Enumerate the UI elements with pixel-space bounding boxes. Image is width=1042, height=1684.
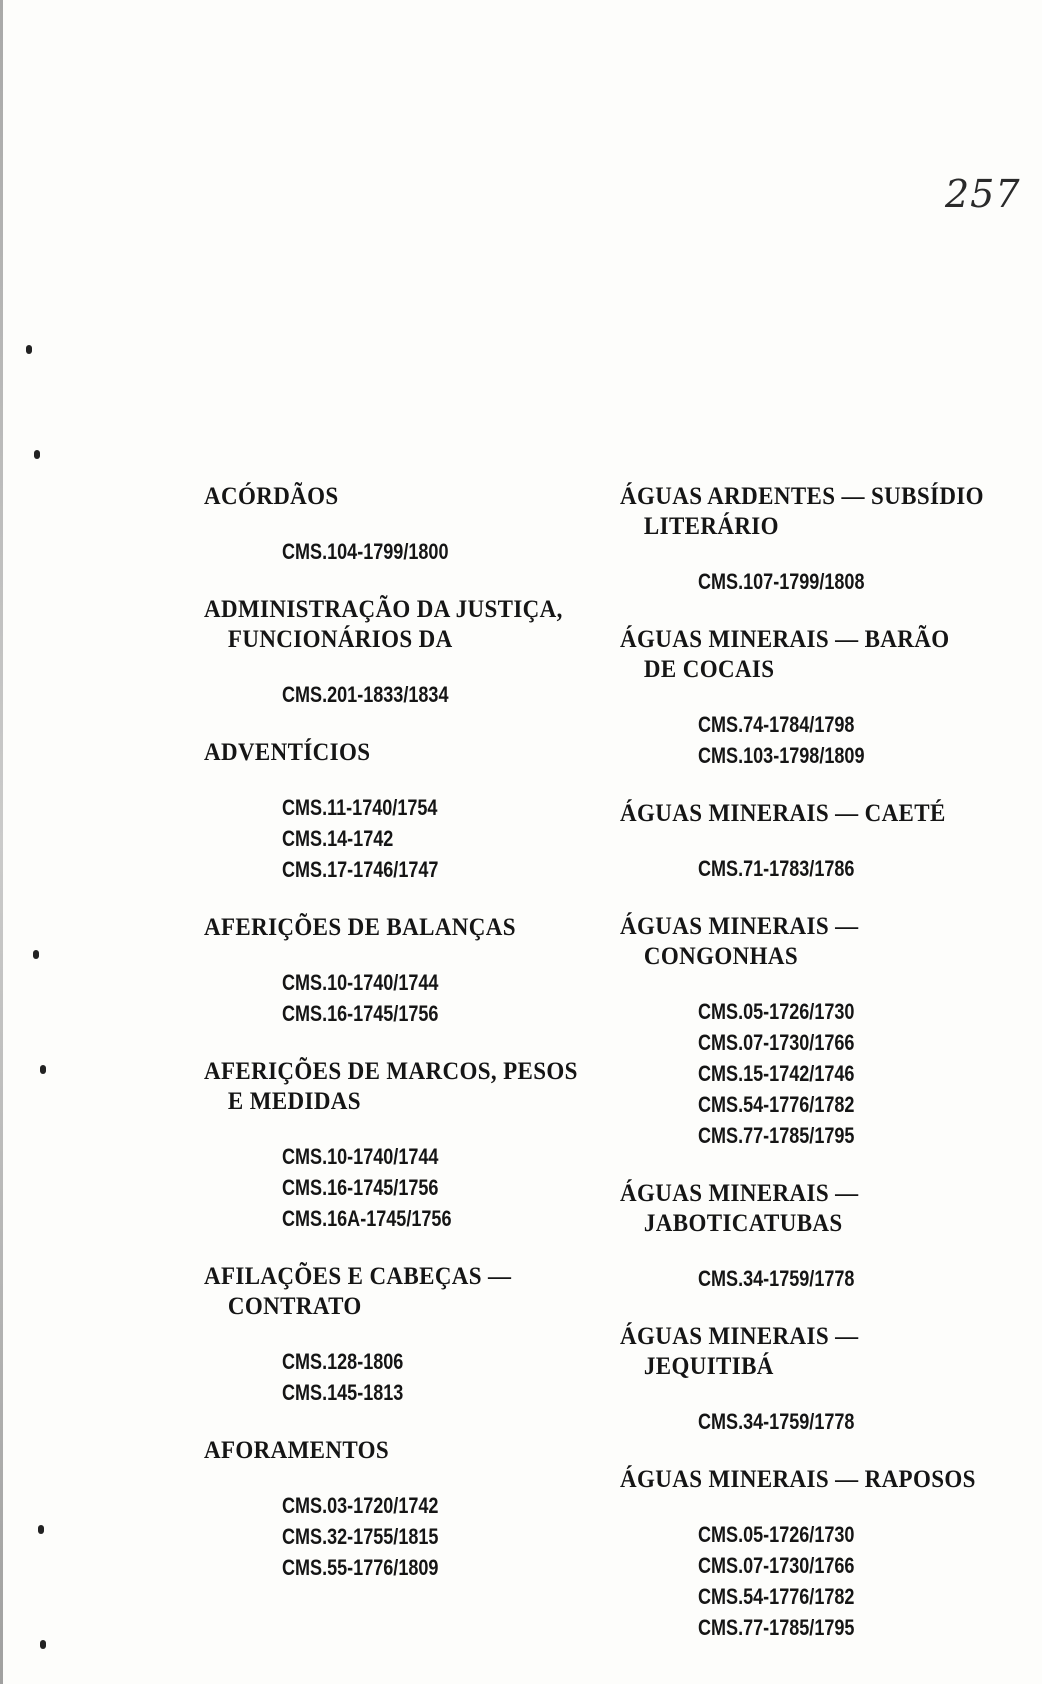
index-entry <box>620 1465 1040 1643</box>
heading-line: JEQUITIBÁ <box>643 1353 774 1380</box>
call-number: CMS.10-1740/1744 <box>282 1144 439 1169</box>
index-entry <box>620 912 1040 1151</box>
index-entry <box>204 1436 624 1583</box>
margin-speck <box>40 1065 46 1074</box>
call-number: CMS.103-1798/1809 <box>698 743 865 768</box>
index-entry <box>620 799 1040 884</box>
call-number: CMS.54-1776/1782 <box>698 1092 855 1117</box>
index-entry <box>204 1057 624 1234</box>
entry-heading <box>204 913 590 943</box>
heading-line: AFORAMENTOS <box>204 1437 390 1464</box>
entry-codes <box>698 1406 978 1437</box>
entry-heading <box>204 1436 590 1466</box>
heading-line: ÁGUAS MINERAIS — <box>620 1180 859 1207</box>
entry-codes <box>282 1141 562 1234</box>
call-number: CMS.77-1785/1795 <box>698 1123 855 1148</box>
heading-line: CONGONHAS <box>643 943 799 970</box>
margin-speck <box>33 950 39 959</box>
heading-line: ADVENTÍCIOS <box>204 739 371 766</box>
call-number: CMS.05-1726/1730 <box>698 1522 855 1547</box>
heading-line: ÁGUAS MINERAIS — <box>620 1323 859 1350</box>
entry-codes <box>698 709 978 771</box>
entry-heading <box>204 595 590 655</box>
entry-codes <box>282 536 562 567</box>
index-column-left <box>204 482 624 1611</box>
page-edge-shadow <box>0 0 3 1684</box>
call-number: CMS.07-1730/1766 <box>698 1553 855 1578</box>
entry-heading <box>620 1322 1006 1382</box>
entry-codes <box>698 1263 978 1294</box>
entry-codes <box>698 566 978 597</box>
handwritten-page-number: 257 <box>945 172 1021 216</box>
heading-line: ÁGUAS ARDENTES — SUBSÍDIO <box>620 483 984 510</box>
call-number: CMS.32-1755/1815 <box>282 1524 439 1549</box>
heading-line: E MEDIDAS <box>227 1088 361 1115</box>
heading-line: AFERIÇÕES DE BALANÇAS <box>204 914 516 941</box>
entry-codes <box>282 1490 562 1583</box>
call-number: CMS.17-1746/1747 <box>282 857 439 882</box>
entry-codes <box>282 679 562 710</box>
index-entry <box>204 482 624 567</box>
heading-line: ÁGUAS MINERAIS — <box>620 913 859 940</box>
heading-line: ÁGUAS MINERAIS — BARÃO <box>620 626 950 653</box>
call-number: CMS.15-1742/1746 <box>698 1061 855 1086</box>
index-entry <box>620 625 1040 771</box>
call-number: CMS.16-1745/1756 <box>282 1001 439 1026</box>
call-number: CMS.77-1785/1795 <box>698 1615 855 1640</box>
margin-speck <box>26 345 32 354</box>
call-number: CMS.03-1720/1742 <box>282 1493 439 1518</box>
call-number: CMS.107-1799/1808 <box>698 569 865 594</box>
entry-heading <box>620 912 1006 972</box>
call-number: CMS.10-1740/1744 <box>282 970 439 995</box>
entry-heading <box>204 1057 590 1117</box>
heading-line: FUNCIONÁRIOS DA <box>227 626 453 653</box>
entry-codes <box>698 996 978 1151</box>
entry-heading <box>620 625 1006 685</box>
entry-codes <box>282 1346 562 1408</box>
call-number: CMS.34-1759/1778 <box>698 1409 855 1434</box>
entry-heading <box>620 1465 1006 1495</box>
entry-heading <box>204 738 590 768</box>
heading-line: ÁGUAS MINERAIS — RAPOSOS <box>620 1466 976 1493</box>
heading-line: JABOTICATUBAS <box>643 1210 843 1237</box>
heading-line: AFERIÇÕES DE MARCOS, PESOS <box>204 1058 578 1085</box>
call-number: CMS.55-1776/1809 <box>282 1555 439 1580</box>
heading-line: DE COCAIS <box>643 656 775 683</box>
call-number: CMS.71-1783/1786 <box>698 856 855 881</box>
heading-line: ADMINISTRAÇÃO DA JUSTIÇA, <box>204 596 563 623</box>
index-entry <box>620 1179 1040 1294</box>
index-entry <box>204 595 624 710</box>
entry-codes <box>698 1519 978 1643</box>
entry-heading <box>620 799 1006 829</box>
call-number: CMS.11-1740/1754 <box>282 795 438 820</box>
call-number: CMS.16-1745/1756 <box>282 1175 439 1200</box>
entry-heading <box>620 482 1006 542</box>
heading-line: LITERÁRIO <box>643 513 779 540</box>
heading-line: AFILAÇÕES E CABEÇAS — <box>204 1263 512 1290</box>
index-entry <box>204 1262 624 1408</box>
margin-speck <box>34 450 40 459</box>
call-number: CMS.05-1726/1730 <box>698 999 855 1024</box>
call-number: CMS.104-1799/1800 <box>282 539 449 564</box>
entry-codes <box>698 853 978 884</box>
margin-speck <box>40 1640 46 1649</box>
index-column-right <box>620 482 1040 1671</box>
entry-codes <box>282 792 562 885</box>
heading-line: ÁGUAS MINERAIS — CAETÉ <box>620 800 946 827</box>
index-entry <box>620 482 1040 597</box>
call-number: CMS.128-1806 <box>282 1349 404 1374</box>
entry-heading <box>204 1262 590 1322</box>
call-number: CMS.145-1813 <box>282 1380 404 1405</box>
margin-speck <box>38 1525 44 1534</box>
index-entry <box>204 913 624 1029</box>
call-number: CMS.14-1742 <box>282 826 394 851</box>
heading-line: ACÓRDÃOS <box>204 483 339 510</box>
call-number: CMS.201-1833/1834 <box>282 682 449 707</box>
entry-codes <box>282 967 562 1029</box>
call-number: CMS.07-1730/1766 <box>698 1030 855 1055</box>
entry-heading <box>204 482 590 512</box>
call-number: CMS.16A-1745/1756 <box>282 1206 452 1231</box>
call-number: CMS.74-1784/1798 <box>698 712 855 737</box>
call-number: CMS.54-1776/1782 <box>698 1584 855 1609</box>
index-entry <box>204 738 624 885</box>
index-entry <box>620 1322 1040 1437</box>
entry-heading <box>620 1179 1006 1239</box>
call-number: CMS.34-1759/1778 <box>698 1266 855 1291</box>
heading-line: CONTRATO <box>227 1293 362 1320</box>
